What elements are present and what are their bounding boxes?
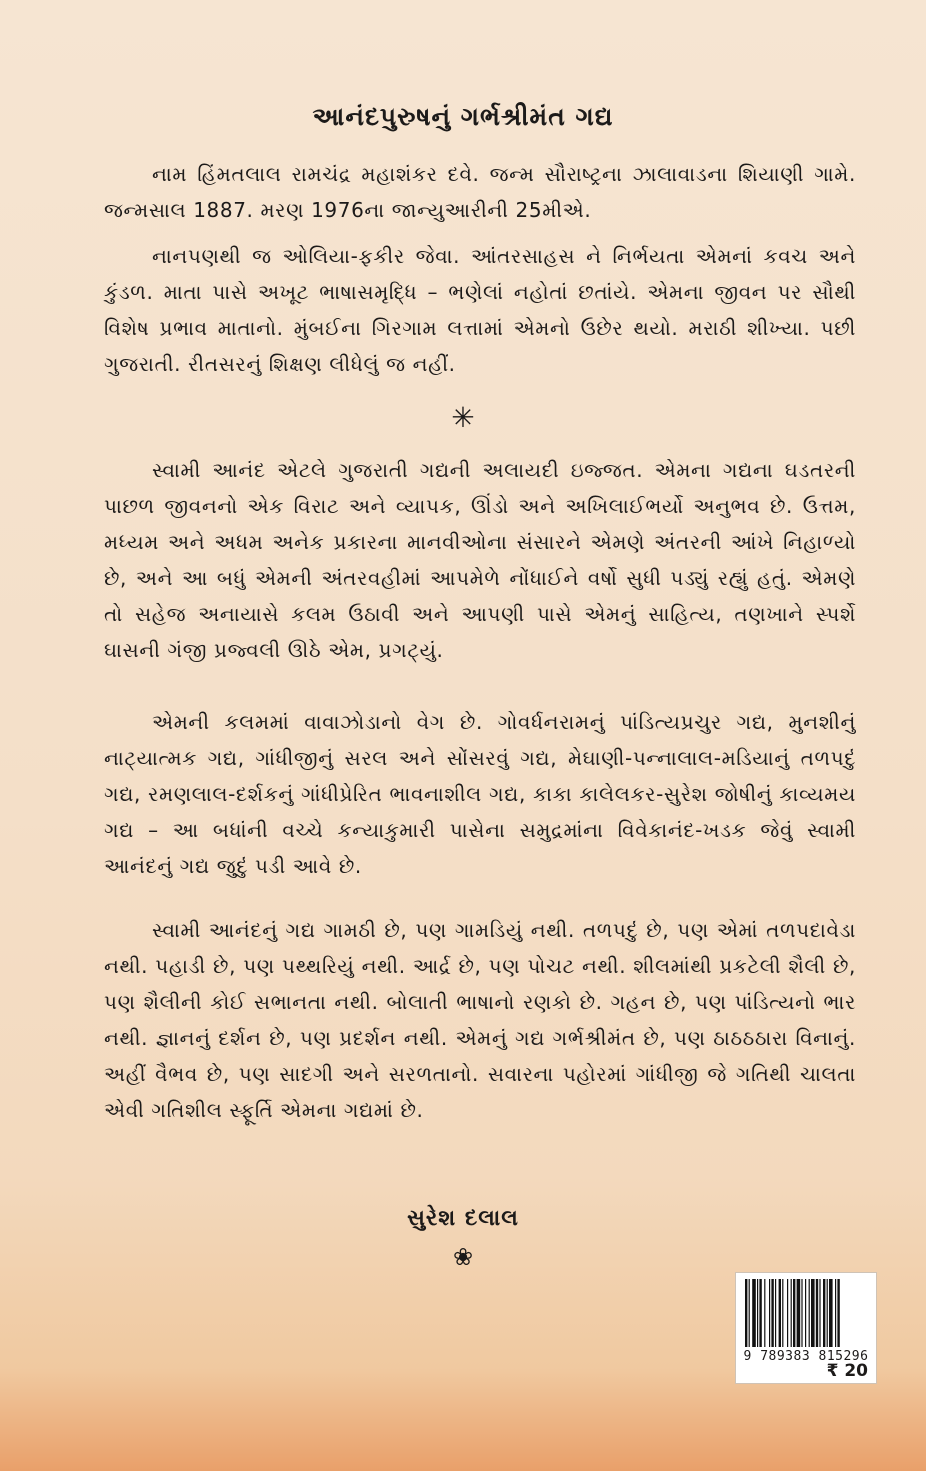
barcode-icon	[745, 1279, 867, 1347]
paragraph-birth	[104, 156, 856, 228]
paragraph-childhood	[104, 238, 856, 382]
paragraph-text: સ્વામી આનંદ એટલે ગુજરાતી ગદ્યની અલાયદી ઇજ્જત. એમના ગદ્યના ઘડતરની પાછળ જીવનનો એક વિરાટ અને વ્યાપક, ઊંડો અને અખિલાઈભર્યો અનુભવ છે. ઉત્તમ, મધ્યમ અને અધમ અનેક પ્રકારના માનવીઓના સંસારને એમણે અંતરની આંખે નિહાળ્યો છે, અને આ બધું એમની અંતરવહીમાં આપમેળે નોંધાઈને વર્ષો સુધી પડ્યું રહ્યું હતું. એમણે તો સહેજ અનાયાસે કલમ ઉઠાવી અને આપણી પાસે એમનું સાહિત્ય, તણખાને સ્પર્શે ઘાસની ગંજી પ્રજ્વલી ઊઠે એમ, પ્રગટ્યું.	[104, 458, 856, 662]
paragraph-text: સ્વામી આનંદનું ગદ્ય ગામઠી છે, પણ ગામડિયું નથી. તળપદું છે, પણ એમાં તળપદાવેડા નથી. પહાડી છે, પણ પથ્થરિયું નથી. આર્દ્ર છે, પણ પોચટ નથી. શીલમાંથી પ્રકટેલી શૈલી છે, પણ શૈલીની કોઈ સભાનતા નથી. બોલાતી ભાષાનો રણકો છે. ગહન છે, પણ પાંડિત્યનો ભાર નથી. જ્ઞાનનું દર્શન છે, પણ પ્રદર્શન નથી. એમનું ગદ્ય ગર્ભશ્રીમંત છે, પણ ઠાઠઠઠારા વિનાનું. અહીં વૈભવ છે, પણ સાદગી અને સરળતાનો. સવારના પહોરમાં ગાંધીજી જે ગતિથી ચાલતા એવી ગતિશીલ સ્ફૂર્તિ એમના ગદ્યમાં છે.	[104, 918, 856, 1122]
paragraph-style	[104, 912, 856, 1128]
page-title: આનંદપુરુષનું ગર્ભશ્રીમંત ગદ્ય	[312, 102, 614, 131]
paragraph-prose	[104, 452, 856, 668]
flower-ornament-icon: ❀	[452, 1243, 474, 1271]
paragraph-text: નામ હિંમતલાલ રામચંદ્ર મહાશંકર દવે. જન્મ સૌરાષ્ટ્રના ઝાલાવાડના શિયાણી ગામે. જન્મસાલ 1887. મરણ 1976ના જાન્યુઆરીની 25મીએ.	[104, 162, 856, 222]
barcode-label	[735, 1272, 877, 1384]
paragraph-pen	[104, 704, 856, 884]
paragraph-text: એમની કલમમાં વાવાઝોડાનો વેગ છે. ગોવર્ધનરામનું પાંડિત્યપ્રચુર ગદ્ય, મુનશીનું નાટ્યાત્મક ગદ્ય, ગાંધીજીનું સરલ અને સોંસરવું ગદ્ય, મેઘાણી-પન્નાલાલ-મડિયાનું તળપદું ગદ્ય, રમણલાલ-દર્શકનું ગાંધીપ્રેરિત ભાવનાશીલ ગદ્ય, કાકા કાલેલકર-સુરેશ જોષીનું કાવ્યમય ગદ્ય – આ બધાંની વચ્ચે કન્યાકુમારી પાસેના સમુદ્રમાંના વિવેકાનંદ-ખડક જેવું સ્વામી આનંદનું ગદ્ય જુદું પડી આવે છે.	[104, 710, 856, 878]
price-label: ₹ 20	[826, 1361, 868, 1381]
isbn-number: 9 789383 815296	[743, 1349, 869, 1364]
section-separator: ✳	[451, 401, 475, 434]
author-name: સુરેશ દલાલ	[407, 1206, 519, 1231]
paragraph-text: નાનપણથી જ ઓલિયા-ફકીર જેવા. આંતરસાહસ ને નિર્ભયતા એમનાં કવચ અને કુંડળ. માતા પાસે અખૂટ ભાષાસમૃદ્ધિ – ભણેલાં નહોતાં છતાંયે. એમના જીવન પર સૌથી વિશેષ પ્રભાવ માતાનો. મુંબઈના ગિરગામ લત્તામાં એમનો ઉછેર થયો. મરાઠી શીખ્યા. પછી ગુજરાતી. રીતસરનું શિક્ષણ લીધેલું જ નહીં.	[104, 244, 856, 376]
